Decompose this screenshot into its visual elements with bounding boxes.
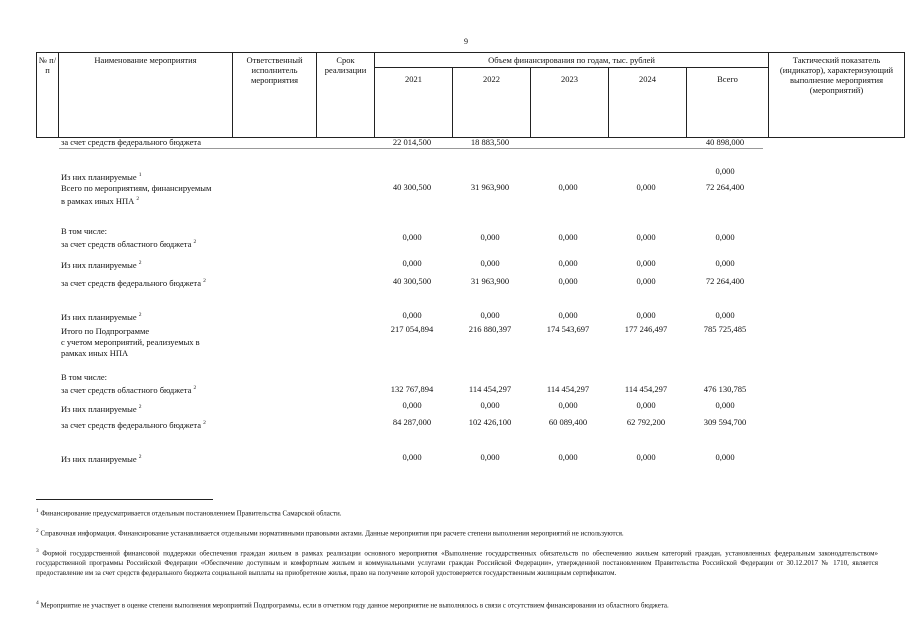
cell-value: 0,000 [636,310,656,320]
cell-value: 18 883,500 [470,137,510,147]
footnote-ref: 2 [193,385,197,391]
cell-value: 217 054,894 [390,324,434,334]
header-year-2022: 2022 [453,67,531,138]
row-label-line: В том числе: [61,226,107,236]
cell-value: 22 014,500 [392,137,432,147]
row-label [61,402,142,415]
row-label-line: за счет средств федерального бюджета $^2$ [61,277,206,288]
footnote-3: $^3$ Формой государственной финансовой поддержки обеспечения граждан жильем в рамках реализации основного мероприятия «Выполнение государственных обязательств по обеспечению жильем категорий граждан, установленных федеральным законодательством» государственной программы Российской Федерации «Обеспечение доступным и комфортным жильем и коммунальными услугами граждан Российской Федерации», утвержденной постановлением Правительства Российской Федерации от 30.12.2017 № 1710, является предоставление им за счет средств федерального бюджета социальной выплаты на приобретение жилья, право на получение которой удостоверяется государственным жилищным сертификатом. [36,548,878,578]
cell-value: 0,000 [715,166,735,176]
footnote-ref: 2 [203,278,206,284]
cell-value: 114 454,297 [546,384,590,394]
header-term: Срок реализации [317,53,375,138]
table-header [36,52,905,138]
cell-value: 0,000 [402,310,422,320]
cell-value: 40 898,000 [705,137,745,147]
header-year-2023: 2023 [531,67,609,138]
cell-value: 0,000 [480,258,500,268]
row-label-line: за счет средств областного бюджета $^2$ [61,384,197,395]
cell-value: 114 454,297 [468,384,512,394]
row-label-line: за счет средств федерального бюджета [61,137,202,147]
page-number: 9 [464,37,468,46]
cell-value: 0,000 [558,310,578,320]
cell-value: 0,000 [480,400,500,410]
cell-value: 0,000 [636,258,656,268]
cell-value: 60 089,400 [548,417,588,427]
row-label [61,226,196,250]
row-label-line: за счет средств областного бюджета $^2$ [61,238,197,249]
cell-value: 114 454,297 [624,384,668,394]
row-label-line: В том числе: [61,372,107,382]
header-funding: Объем финансирования по годам, тыс. рублей [375,53,769,68]
cell-value: 40 300,500 [392,182,432,192]
row-label [61,372,196,396]
cell-value: 72 264,400 [705,182,745,192]
header-total: Всего [687,67,769,138]
footnote-ref: 2 [138,260,142,266]
cell-value: 40 300,500 [392,276,432,286]
cell-value: 0,000 [558,182,578,192]
header-indicator: Тактический показатель (индикатор), характеризующий выполнение мероприятия (мероприятий) [769,53,905,138]
cell-value: 0,000 [636,182,656,192]
cell-value: 0,000 [636,232,656,242]
cell-value: 309 594,700 [703,417,747,427]
footnote-4: $^4$ Мероприятие не участвует в оценке степени выполнения мероприятий Подпрограммы, если в отчетном году данное мероприятие не выполнялось в связи с отсутствием финансирования из областного бюджета. [36,600,669,610]
cell-value: 0,000 [402,232,422,242]
cell-value: 62 792,200 [626,417,666,427]
row-label [61,183,211,207]
row-label [61,276,206,289]
cell-value: 0,000 [402,452,422,462]
header-name: Наименование мероприятия [59,53,233,138]
row-label [61,170,142,183]
cell-value: 0,000 [480,232,500,242]
row-label-line: Из них планируемые $^2$ [61,311,142,322]
cell-value: 0,000 [636,276,656,286]
cell-value: 132 767,894 [390,384,434,394]
footnote-ref: 2 [138,454,142,460]
cell-value: 216 880,397 [468,324,512,334]
cell-value: 177 246,497 [624,324,668,334]
row-label-line: Из них планируемые $^2$ [61,403,142,414]
row-label-line: Из них планируемые $^1$ [61,171,142,182]
header-year-2021: 2021 [375,67,453,138]
row-label [61,310,142,323]
row-label-line: с учетом мероприятий, реализуемых в [61,337,200,347]
cell-value: 72 264,400 [705,276,745,286]
footnote-ref: 2 [138,312,142,318]
row-label-line: Итого по Подпрограмме [61,326,150,336]
footnote-ref: 2 [203,420,206,426]
cell-value: 0,000 [480,452,500,462]
cell-value: 102 426,100 [468,417,512,427]
row-divider [59,148,763,149]
cell-value: 31 963,900 [470,182,510,192]
footnote-ref: 1 [138,172,142,178]
footnote-ref: 2 [136,196,140,202]
footnote-2: $^2$ Справочная информация. Финансирование устанавливается отдельными нормативными правовыми актами. Данные мероприятия при расчете степени выполнения мероприятий не используются. [36,528,624,538]
row-label [61,137,201,148]
row-label-line: за счет средств федерального бюджета $^2$ [61,419,206,430]
header-responsible: Ответственный исполнитель мероприятия [233,53,317,138]
row-label [61,326,200,359]
cell-value: 31 963,900 [470,276,510,286]
footnote-ref: 2 [193,239,197,245]
cell-value: 0,000 [715,452,735,462]
cell-value: 785 725,485 [703,324,747,334]
row-label [61,452,142,465]
header-no: № п/п [37,53,59,138]
cell-value: 0,000 [636,400,656,410]
cell-value: 0,000 [715,310,735,320]
footnote-ref: 2 [138,404,142,410]
cell-value: 0,000 [402,258,422,268]
cell-value: 0,000 [558,276,578,286]
cell-value: 84 287,000 [392,417,432,427]
cell-value: 0,000 [715,258,735,268]
cell-value: 0,000 [480,310,500,320]
row-label-line: в рамках иных НПА $^2$ [61,195,140,206]
cell-value: 0,000 [558,232,578,242]
row-label-line: Из них планируемые $^2$ [61,453,142,464]
cell-value: 0,000 [558,400,578,410]
row-label-line: Из них планируемые $^2$ [61,259,142,270]
cell-value: 0,000 [636,452,656,462]
cell-value: 0,000 [402,400,422,410]
cell-value: 0,000 [558,258,578,268]
row-label-line: рамках иных НПА [61,348,129,358]
cell-value: 0,000 [715,400,735,410]
footnote-separator [36,499,213,500]
header-year-2024: 2024 [609,67,687,138]
footnote-1: $^1$ Финансирование предусматривается отдельным постановлением Правительства Самарской области. [36,508,342,518]
cell-value: 174 543,697 [546,324,590,334]
row-label-line: Всего по мероприятиям, финансируемым [61,183,212,193]
cell-value: 0,000 [715,232,735,242]
cell-value: 0,000 [558,452,578,462]
cell-value: 476 130,785 [703,384,747,394]
row-label [61,418,206,431]
row-label [61,258,142,271]
